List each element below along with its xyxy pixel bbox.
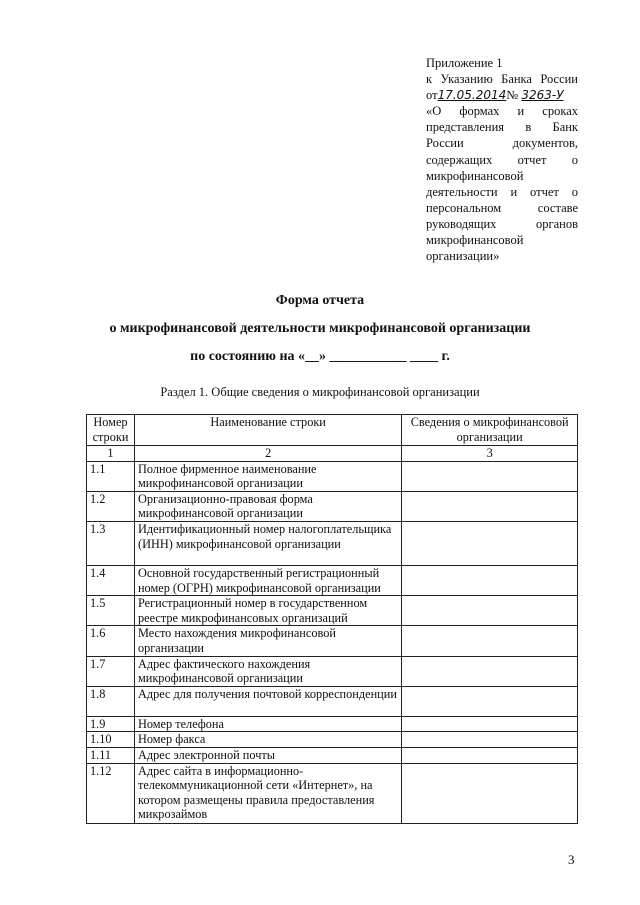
row-name: Адрес сайта в информационно-телекоммуникационной сети «Интернет», на котором размещены правила предоставления микрозаймов — [134, 763, 401, 823]
table-row — [87, 732, 578, 748]
table-row — [87, 626, 578, 656]
row-value-cell[interactable] — [402, 747, 578, 763]
header-row-name: Наименование строки — [134, 415, 401, 446]
row-value-cell[interactable] — [402, 716, 578, 732]
row-name: Полное фирменное наименование микрофинансовой организации — [134, 461, 401, 491]
row-number: 1.3 — [87, 521, 135, 565]
appendix-text-line: персональном составе — [426, 200, 578, 215]
row-number: 1.1 — [87, 461, 135, 491]
table-row — [87, 596, 578, 626]
table-row — [87, 491, 578, 521]
row-value-cell[interactable] — [402, 596, 578, 626]
appendix-text-line: «О формах и сроках — [426, 104, 578, 119]
header-org-info: Сведения о микрофинансовой организации — [402, 415, 578, 446]
row-value-cell[interactable] — [402, 686, 578, 716]
row-number: 1.4 — [87, 565, 135, 595]
row-name: Место нахождения микрофинансовой организации — [134, 626, 401, 656]
row-value-cell[interactable] — [402, 732, 578, 748]
row-name: Идентификационный номер налогоплательщика (ИНН) микрофинансовой организации — [134, 521, 401, 565]
handwritten-date: 17.05.2014 — [437, 88, 507, 103]
row-name: Организационно-правовая форма микрофинансовой организации — [134, 491, 401, 521]
column-number: 2 — [134, 446, 401, 462]
appendix-text-line: содержащих отчет о — [426, 152, 578, 167]
appendix-text-line: микрофинансовой — [426, 168, 524, 183]
row-number: 1.2 — [87, 491, 135, 521]
table-row — [87, 763, 578, 823]
form-subtitle: о микрофинансовой деятельности микрофинансовой организации — [109, 321, 531, 336]
number-label: № — [506, 88, 519, 103]
table-row — [87, 716, 578, 732]
page-number: 3 — [568, 852, 575, 867]
table-row — [87, 656, 578, 686]
form-title: Форма отчета — [275, 293, 365, 308]
row-number: 1.9 — [87, 716, 135, 732]
row-value-cell[interactable] — [402, 521, 578, 565]
row-name: Регистрационный номер в государственном реестре микрофинансовых организаций — [134, 596, 401, 626]
column-number: 1 — [87, 446, 135, 462]
row-name: Адрес фактического нахождения микрофинансовой организации — [134, 656, 401, 686]
row-value-cell[interactable] — [402, 491, 578, 521]
appendix-text-line: России документов, — [426, 136, 578, 151]
appendix-text-line: организации» — [426, 249, 500, 264]
row-value-cell[interactable] — [402, 656, 578, 686]
appendix-header — [426, 55, 578, 264]
table-row — [87, 461, 578, 491]
form-date-line: по состоянию на «__» ___________ ____ г. — [190, 349, 450, 364]
row-number: 1.10 — [87, 732, 135, 748]
row-number: 1.12 — [87, 763, 135, 823]
table-row — [87, 521, 578, 565]
appendix-text-line: микрофинансовой — [426, 233, 524, 248]
row-name: Адрес для получения почтовой корреспонденции — [134, 686, 401, 716]
row-name: Адрес электронной почты — [134, 747, 401, 763]
row-number: 1.5 — [87, 596, 135, 626]
section-title: Раздел 1. Общие сведения о микрофинансовой организации — [160, 385, 480, 399]
appendix-reference: к Указанию Банка России — [426, 72, 578, 87]
appendix-date-line — [426, 87, 578, 103]
appendix-text-line: руководящих органов — [426, 216, 578, 231]
appendix-text-line: деятельности и отчет о — [426, 184, 578, 199]
row-number: 1.11 — [87, 747, 135, 763]
row-value-cell[interactable] — [402, 763, 578, 823]
column-number: 3 — [402, 446, 578, 462]
table-row — [87, 686, 578, 716]
header-row-number: Номер строки — [87, 415, 135, 446]
general-info-table — [86, 414, 578, 824]
row-number: 1.8 — [87, 686, 135, 716]
handwritten-number: 3263-У — [521, 88, 564, 103]
row-number: 1.7 — [87, 656, 135, 686]
row-name: Номер факса — [134, 732, 401, 748]
table-row — [87, 565, 578, 595]
row-number: 1.6 — [87, 626, 135, 656]
row-name: Номер телефона — [134, 716, 401, 732]
row-value-cell[interactable] — [402, 565, 578, 595]
date-label: от — [426, 88, 438, 103]
appendix-number: Приложение 1 — [426, 56, 503, 70]
row-value-cell[interactable] — [402, 626, 578, 656]
appendix-text-line: представления в Банк — [426, 120, 578, 135]
row-value-cell[interactable] — [402, 461, 578, 491]
table-row — [87, 747, 578, 763]
row-name: Основной государственный регистрационный номер (ОГРН) микрофинансовой организации — [134, 565, 401, 595]
